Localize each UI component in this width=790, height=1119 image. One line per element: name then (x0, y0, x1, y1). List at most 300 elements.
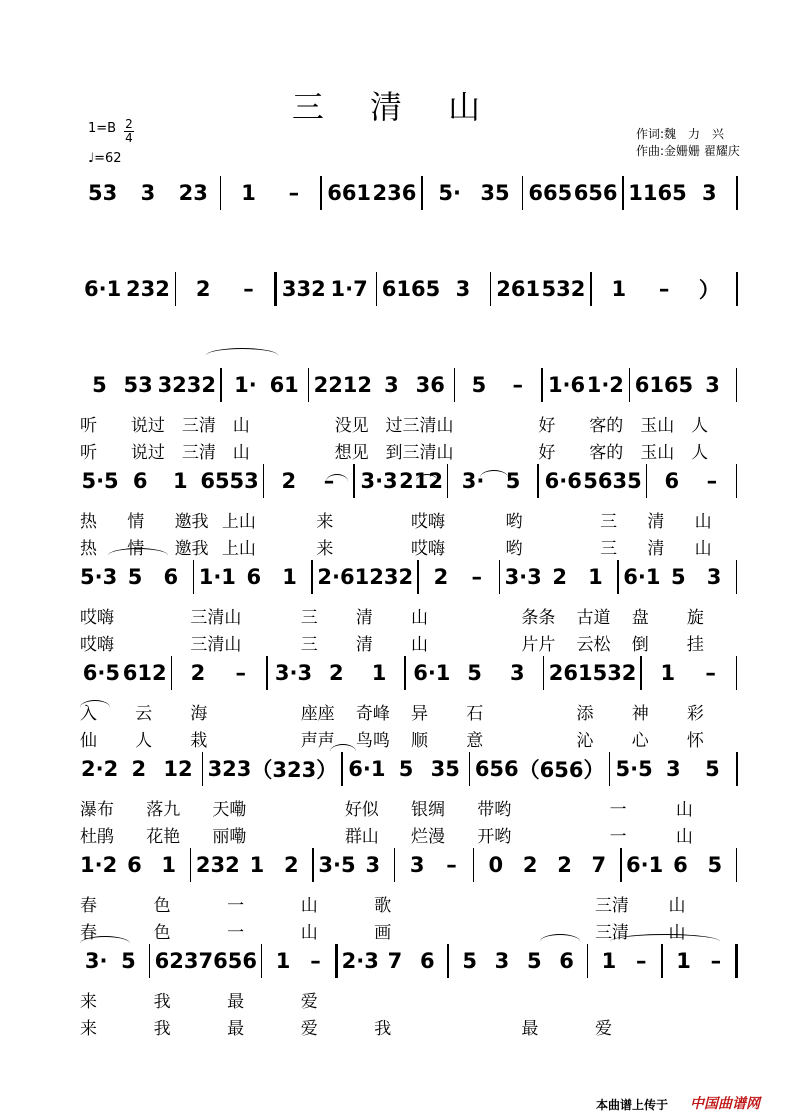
note-group: 5 (471, 373, 487, 397)
note-group: – (446, 853, 457, 877)
barline (537, 368, 547, 402)
note-group: 1· (234, 373, 257, 397)
score-system (80, 944, 742, 978)
lyric-word: 清 (647, 511, 665, 532)
note-group: 3· (84, 949, 108, 973)
note-group: 23 (178, 181, 208, 205)
lyric-word: 说过 (130, 442, 165, 463)
lyric-word: 顺 (411, 730, 429, 751)
time-signature (124, 118, 134, 145)
note-group: 3 (494, 949, 510, 973)
score-system (80, 560, 742, 594)
repeat-barline (271, 272, 281, 306)
barline (304, 368, 314, 402)
note-group: 6·1 (626, 853, 664, 877)
lyric-word: 三清山 (190, 634, 242, 655)
note-group: 6·1 (84, 277, 122, 301)
lyric-word: 心 (631, 730, 649, 751)
note-group: 53 (88, 181, 118, 205)
note-group: 3·3 (360, 469, 398, 493)
note-group: – (710, 949, 722, 973)
note-group: 5 (127, 565, 143, 589)
lyric-word: 古道 (576, 607, 611, 628)
note-group: 5 (505, 469, 521, 493)
barline (618, 176, 628, 210)
lyric-line (80, 727, 742, 749)
lyric-word: 哎嗨 (80, 607, 114, 628)
note-group: 5 (398, 757, 414, 781)
lyric-word: 色 (153, 922, 171, 943)
lyric-word: 爱 (300, 1018, 318, 1039)
note-group: （656） (518, 758, 605, 782)
lyric-word: 一 (609, 826, 627, 847)
note-group: 1 (241, 181, 256, 205)
lyric-line (80, 604, 742, 626)
note-group: 35 (430, 757, 460, 781)
lyric-word: 春 (80, 922, 97, 943)
barline (413, 560, 423, 594)
site-logo: 中国曲谱网 (690, 1096, 760, 1112)
note-group: 6 (163, 565, 179, 589)
barline (216, 176, 226, 210)
lyric-word: 盘 (631, 607, 649, 628)
lyric-word: 座座 (300, 703, 335, 724)
note-group: – (235, 661, 246, 685)
note-group: 53 (123, 373, 153, 397)
note-group: 5·3 (80, 565, 118, 589)
lyric-word: 我 (153, 991, 171, 1012)
lyric-word: 哎嗨 (80, 634, 114, 655)
note-group: 1 (249, 853, 265, 877)
note-group: 212 (399, 469, 443, 493)
barline (465, 752, 475, 786)
note-group: 2212 (313, 373, 373, 397)
barline (732, 752, 742, 786)
tempo-marking (88, 151, 122, 166)
lyric-word: 好似 (344, 799, 379, 820)
barline (450, 368, 460, 402)
lyric-word: 丽嘞 (212, 826, 247, 847)
lyric-word: 片片 (521, 634, 556, 655)
note-group: 2·3 (341, 949, 379, 973)
note-group: 6·6 (544, 469, 582, 493)
lyric-word: 山 (232, 415, 250, 436)
note-group: 3 (705, 373, 720, 397)
note-group: 3 (455, 277, 471, 301)
time-top: 2 (125, 117, 133, 131)
note-group: 6 (664, 469, 680, 493)
note-group: 1 (601, 949, 617, 973)
lyric-word: 三清 (181, 442, 216, 463)
note-group: 1 (275, 949, 291, 973)
lyric-word: 一 (227, 895, 245, 916)
time-bottom: 4 (125, 131, 133, 145)
barline (372, 272, 382, 306)
note-group: 1·1 (198, 565, 236, 589)
barline (171, 272, 181, 306)
score-system (80, 368, 742, 402)
lyric-word: 好 (538, 442, 556, 463)
note-group: 2 (281, 469, 297, 493)
note-group: 612 (122, 661, 167, 685)
barline (262, 656, 272, 690)
lyric-line (80, 700, 742, 722)
slur-arc (206, 348, 278, 363)
lyric-word: 听 (80, 442, 97, 463)
lyric-word: 山 (411, 634, 429, 655)
note-group: 3·3 (504, 565, 542, 589)
lyric-word: 怀 (686, 730, 704, 751)
lyric-word: 彩 (686, 703, 704, 724)
note-group: 6 (419, 949, 435, 973)
lyric-word: 人 (691, 442, 709, 463)
note-group: 323 (207, 757, 252, 781)
lyric-word: 云松 (576, 634, 611, 655)
lyric-word: 瀑布 (80, 799, 114, 820)
lyric-word: 玉山 (640, 415, 675, 436)
notation-row (80, 368, 742, 402)
note-group: 1 (611, 277, 627, 301)
barline (583, 944, 593, 978)
lyric-word: 鸟鸣 (355, 730, 390, 751)
lyric-word: 旋 (686, 607, 704, 628)
lyric-word: 山 (436, 415, 454, 436)
note-group: 236 (372, 181, 417, 205)
barline (189, 560, 199, 594)
lyric-word: 开哟 (477, 826, 512, 847)
note-group: 6 (673, 853, 688, 877)
lyric-word: 山 (232, 442, 250, 463)
note-group: 5 (526, 949, 542, 973)
note-group: 5 (671, 565, 686, 589)
lyric-word: 一 (227, 922, 245, 943)
lyric-word: 添 (576, 703, 594, 724)
lyric-word: 哎嗨 (410, 511, 445, 532)
note-group: 6553 (200, 469, 259, 493)
lyric-word: 最 (227, 1018, 245, 1039)
note-group: 3 (140, 181, 156, 205)
barline (732, 464, 742, 498)
note-group: 3· (461, 469, 485, 493)
lyric-word: 石 (466, 703, 484, 724)
note-group: （323） (251, 758, 338, 782)
lyric-line (80, 823, 742, 845)
slur-arc (326, 474, 348, 489)
note-group: 661 (327, 181, 372, 205)
lyric-word: 情 (127, 538, 145, 559)
score-title: 三 清 山 (291, 88, 499, 126)
lyric-word: 山 (300, 895, 318, 916)
lyric-line (80, 412, 742, 434)
note-group: 2·2 (80, 757, 119, 781)
slur-arc (416, 474, 438, 489)
barline (198, 752, 208, 786)
note-group: 1 (676, 949, 691, 973)
barline (469, 848, 479, 882)
lyric-word: 我 (153, 1018, 171, 1039)
lyric-word: 情 (127, 511, 145, 532)
lyric-word: 春 (80, 895, 97, 916)
lyric-word: 三清 (594, 922, 629, 943)
note-group: 5 (467, 661, 482, 685)
note-group: 61 (269, 373, 299, 397)
score-system (80, 176, 742, 210)
lyric-word: 上山 (221, 538, 256, 559)
lyric-line (80, 535, 742, 557)
lyric-word: 过三清 (385, 415, 437, 436)
note-group: 3 (665, 757, 681, 781)
note-group: 5·5 (81, 469, 119, 493)
barline (533, 464, 543, 498)
lyric-word: 哎嗨 (410, 538, 445, 559)
note-group: 6 (559, 949, 574, 973)
lyric-word: 听 (80, 415, 97, 436)
barline (390, 848, 400, 882)
key-signature (88, 121, 116, 136)
barline (259, 464, 269, 498)
barline (732, 560, 742, 594)
lyric-word: 说过 (130, 415, 165, 436)
note-group: 261 (548, 661, 593, 685)
note-group: 2 (131, 757, 147, 781)
note-group: 6·1 (413, 661, 451, 685)
barline (636, 656, 646, 690)
lyric-word: 群山 (344, 826, 379, 847)
note-group: 232 (195, 853, 240, 877)
lyric-word: 海 (190, 703, 208, 724)
note-group: – (706, 469, 718, 493)
note-group: 5 (462, 949, 477, 973)
note-group: 332 (281, 277, 326, 301)
note-group: 6·5 (82, 661, 120, 685)
barline (642, 464, 652, 498)
note-group: 3·5 (318, 853, 356, 877)
note-group: – (323, 469, 335, 493)
lyric-word: 入 (80, 703, 97, 724)
lyric-word: 清 (647, 538, 665, 559)
lyric-word: 邀我 (174, 511, 209, 532)
lyric-word: 三 (600, 538, 618, 559)
key-label: 1=B (88, 121, 117, 136)
lyric-word: 到三清 (385, 442, 437, 463)
note-group: 1232 (354, 565, 414, 589)
lyric-line (80, 1015, 742, 1037)
notation-row (80, 848, 742, 882)
lyric-word: 来 (316, 511, 334, 532)
note-group: 5 (707, 853, 723, 877)
barline (145, 944, 155, 978)
lyric-word: 来 (316, 538, 334, 559)
quarter-note-icon: ♩ (88, 151, 95, 166)
slur-arc (610, 934, 720, 949)
note-group: – (705, 661, 716, 685)
note-group: 656 (474, 757, 519, 781)
note-group: 5635 (583, 469, 642, 493)
lyric-word: 想见 (334, 442, 369, 463)
note-group: 261 (496, 277, 541, 301)
note-group: 3·3 (274, 661, 313, 685)
note-group: 3 (409, 853, 425, 877)
barline (400, 656, 410, 690)
lyric-word: 山 (675, 799, 693, 820)
note-group: 5·5 (615, 757, 653, 781)
slur-arc (80, 936, 130, 951)
lyricist: 作词:魏 力 兴 (636, 127, 725, 141)
barline (616, 848, 626, 882)
lyric-word: 栽 (190, 730, 208, 751)
lyric-word: 落九 (146, 799, 181, 820)
lyric-word: 画 (374, 922, 392, 943)
note-group: 6 (246, 565, 262, 589)
barline (417, 176, 427, 210)
note-group: 2 (328, 661, 344, 685)
lyric-word: 意 (466, 730, 484, 751)
lyric-word: 客的 (589, 442, 624, 463)
note-group: 6165 (634, 373, 694, 397)
lyric-word: 异 (411, 703, 429, 724)
lyric-word: 杜鹃 (80, 826, 114, 847)
note-group: 1 (282, 565, 297, 589)
lyric-word: 神 (631, 703, 649, 724)
note-group: 1·7 (330, 277, 368, 301)
note-group: 1165 (628, 181, 687, 205)
lyric-word: 上山 (221, 511, 256, 532)
note-group: 0 (488, 853, 504, 877)
note-group: – (471, 565, 482, 589)
lyric-word: 倒 (631, 634, 649, 655)
note-group: 1·2 (586, 373, 624, 397)
note-group: 6 (127, 853, 142, 877)
note-group: 6 (132, 469, 148, 493)
note-group: 2 (283, 853, 299, 877)
note-group: ） (698, 278, 720, 302)
note-group: 3 (706, 565, 722, 589)
note-group: 1·2 (80, 853, 118, 877)
barline (586, 272, 596, 306)
barline (605, 752, 615, 786)
barline (732, 272, 742, 306)
barline (349, 464, 359, 498)
lyric-word: 条条 (521, 607, 556, 628)
note-group: 6·1 (348, 757, 386, 781)
notation-row (80, 176, 742, 210)
lyric-line (80, 892, 742, 914)
lyric-word: 山 (436, 442, 454, 463)
lyric-word: 玉山 (640, 442, 675, 463)
barline (732, 848, 742, 882)
note-group: – (658, 277, 670, 301)
notation-row (80, 752, 742, 786)
note-group: 2 (433, 565, 449, 589)
repeat-barline (732, 944, 742, 978)
note-group: 2 (190, 661, 206, 685)
lyric-word: 清 (355, 607, 373, 628)
note-group: 6165 (381, 277, 441, 301)
barline (316, 176, 326, 210)
repeat-barline (332, 944, 342, 978)
lyric-word: 最 (227, 991, 245, 1012)
lyric-word: 歌 (374, 895, 392, 916)
notation-row (80, 272, 742, 306)
lyric-word: 人 (135, 730, 153, 751)
lyric-word: 三 (300, 634, 318, 655)
lyric-word: 我 (374, 1018, 392, 1039)
score-system (80, 272, 742, 306)
notation-row (80, 464, 742, 498)
barline (732, 176, 742, 210)
note-group: 2 (195, 277, 211, 301)
lyric-word: 爱 (594, 1018, 612, 1039)
barline (539, 656, 549, 690)
note-group: 5 (705, 757, 720, 781)
lyric-word: 三清 (181, 415, 216, 436)
note-group: 532 (541, 277, 586, 301)
lyric-word: 山 (694, 538, 712, 559)
note-group: 2·6 (317, 565, 355, 589)
lyric-word: 人 (691, 415, 709, 436)
lyric-word: 来 (80, 991, 97, 1012)
note-group: – (243, 277, 254, 301)
note-group: – (512, 373, 524, 397)
lyric-word: 带哟 (477, 799, 512, 820)
note-group: 6·1 (623, 565, 661, 589)
note-group: – (288, 181, 300, 205)
lyric-word: 来 (80, 1018, 97, 1039)
barline (216, 368, 226, 402)
lyric-word: 山 (668, 895, 686, 916)
lyric-line (80, 988, 742, 1010)
note-group: 3 (510, 661, 525, 685)
lyric-word: 山 (668, 922, 686, 943)
note-group: 665 (528, 181, 573, 205)
lyric-word: 仙 (80, 730, 97, 751)
lyric-word: 一 (609, 799, 627, 820)
note-group: 3 (384, 373, 399, 397)
lyric-word: 哟 (505, 538, 523, 559)
lyric-word: 云 (135, 703, 153, 724)
note-group: 2 (522, 853, 538, 877)
note-group: 3232 (157, 373, 217, 397)
notation-row (80, 560, 742, 594)
note-group: 7656 (198, 949, 257, 973)
lyric-word: 山 (694, 511, 712, 532)
slur-arc (540, 934, 580, 949)
score-system (80, 848, 742, 882)
lyric-word: 客的 (589, 415, 624, 436)
note-group: 532 (592, 661, 637, 685)
lyric-line (80, 631, 742, 653)
lyric-word: 山 (300, 922, 318, 943)
score-system (80, 464, 742, 498)
barline (613, 560, 623, 594)
credits (636, 126, 740, 160)
note-group: – (636, 949, 647, 973)
lyric-word: 邀我 (174, 538, 209, 559)
note-group: 1 (161, 853, 177, 877)
note-group: 7 (591, 853, 607, 877)
barline (443, 464, 453, 498)
note-group: – (310, 949, 321, 973)
lyric-word: 挂 (686, 634, 704, 655)
lyric-word: 奇峰 (355, 703, 390, 724)
lyric-word: 山 (675, 826, 693, 847)
note-group: 3 (365, 853, 381, 877)
note-group: 7 (387, 949, 403, 973)
note-group: 1 (660, 661, 676, 685)
notation-row (80, 656, 742, 690)
lyric-word: 好 (538, 415, 556, 436)
lyric-word: 沁 (576, 730, 594, 751)
